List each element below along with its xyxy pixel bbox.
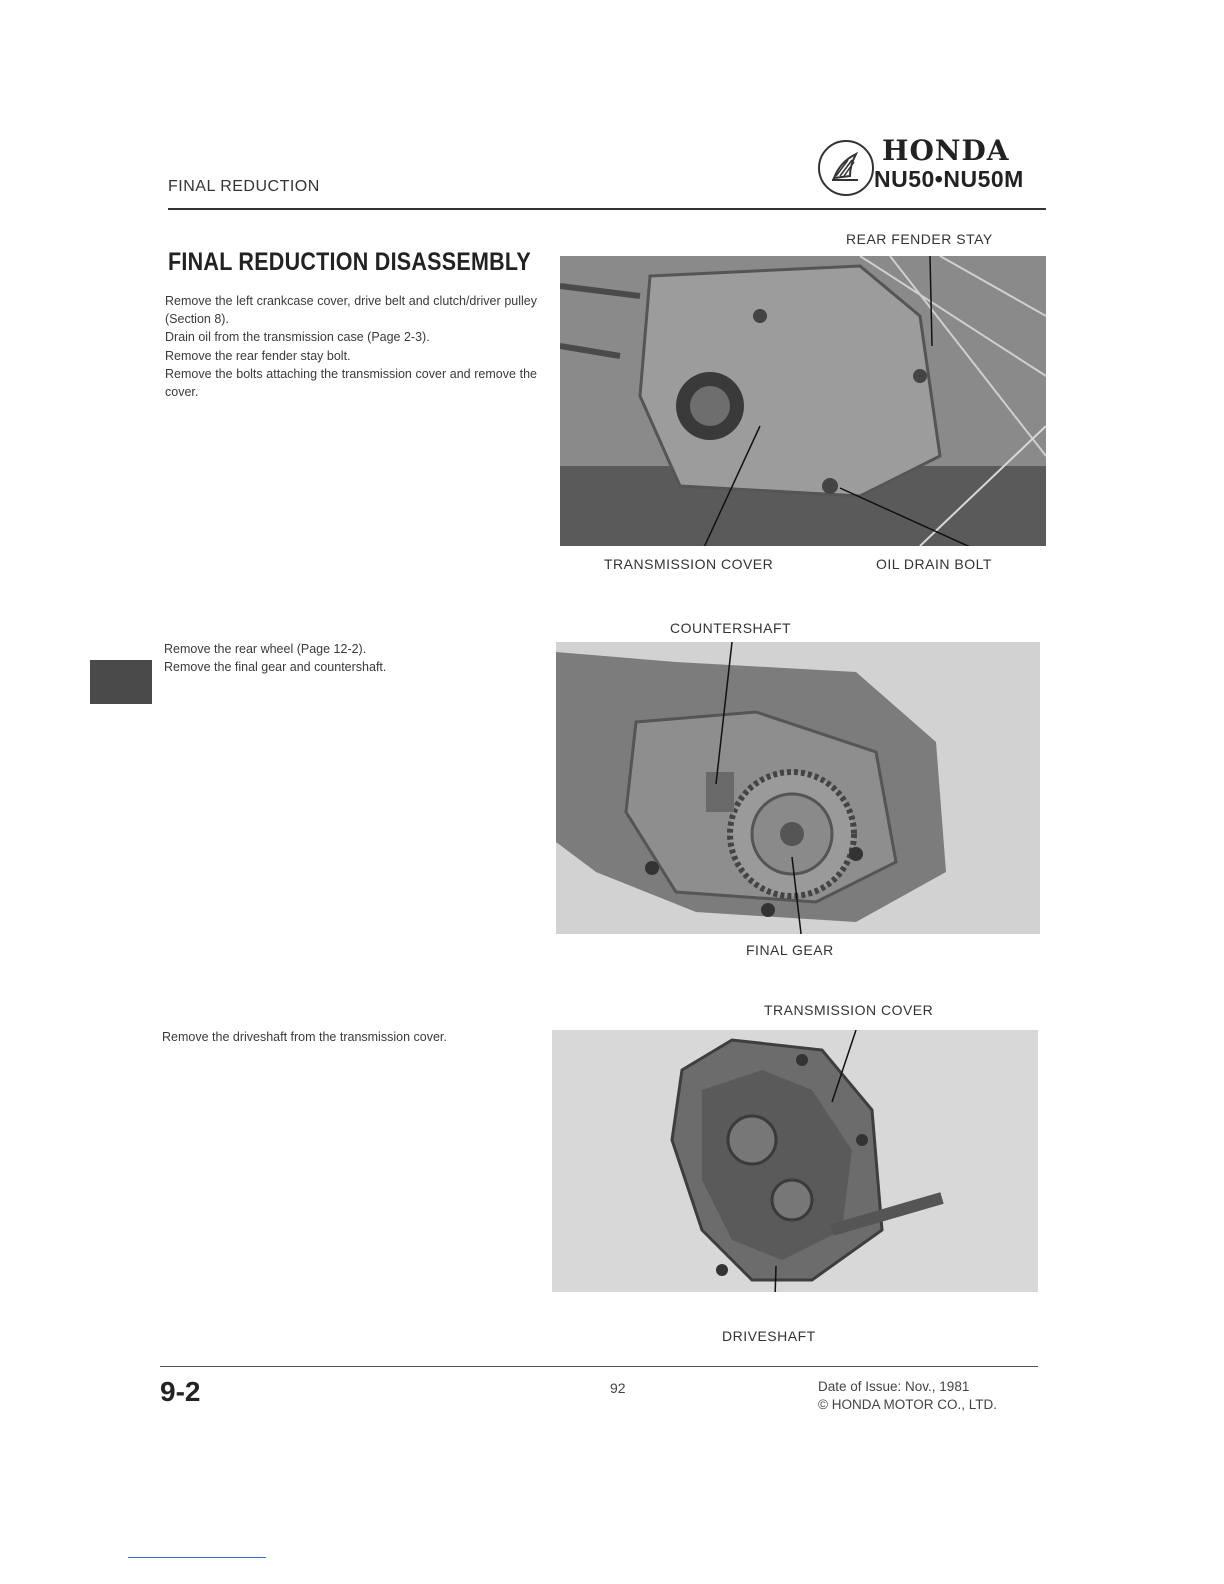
wing-emblem-icon [818, 140, 874, 196]
label-transmission-cover-2: TRANSMISSION COVER [764, 1002, 934, 1018]
instructions-block-3 [162, 1028, 532, 1046]
label-final-gear: FINAL GEAR [746, 942, 834, 958]
folio-number: 92 [610, 1380, 626, 1396]
instruction-line: Remove the bolts attaching the transmission cover and remove the cover. [165, 366, 537, 400]
header-divider [168, 208, 1046, 210]
page-heading: FINAL REDUCTION DISASSEMBLY [168, 248, 531, 276]
instruction-line: Remove the rear wheel (Page 12-2). [164, 642, 367, 656]
honda-logo [818, 136, 1048, 196]
label-rear-fender-stay: REAR FENDER STAY [846, 231, 993, 247]
instruction-line: Remove the rear fender stay bolt. [165, 348, 351, 363]
instruction-line: Remove the driveshaft from the transmission cover. [162, 1030, 447, 1044]
label-driveshaft: DRIVESHAFT [722, 1328, 816, 1344]
label-transmission-cover: TRANSMISSION COVER [604, 556, 774, 572]
instruction-line: Drain oil from the transmission case (Page 2-3). [165, 330, 430, 345]
section-tab-marker [90, 660, 152, 704]
photo-driveshaft [552, 1030, 1038, 1292]
instructions-block-1 [165, 292, 537, 401]
issue-info [818, 1378, 997, 1414]
link-underline [128, 1557, 266, 1558]
model-names: NU50•NU50M [874, 166, 1024, 192]
page-number: 9-2 [160, 1376, 201, 1407]
instruction-line: Remove the left crankcase cover, drive belt and clutch/driver pulley (Section 8). [165, 294, 537, 327]
photo-transmission-cover [560, 256, 1046, 546]
footer-divider [160, 1366, 1038, 1367]
instruction-line: Remove the final gear and countershaft. [164, 660, 387, 675]
brand-name: HONDA [882, 134, 1010, 167]
section-title: FINAL REDUCTION [168, 178, 320, 195]
issue-date: Date of Issue: Nov., 1981 [818, 1379, 970, 1394]
label-countershaft: COUNTERSHAFT [670, 620, 792, 636]
instructions-block-2 [164, 640, 534, 676]
label-oil-drain-bolt: OIL DRAIN BOLT [876, 556, 992, 572]
photo-final-gear [556, 642, 1040, 934]
copyright: © HONDA MOTOR CO., LTD. [818, 1397, 997, 1412]
